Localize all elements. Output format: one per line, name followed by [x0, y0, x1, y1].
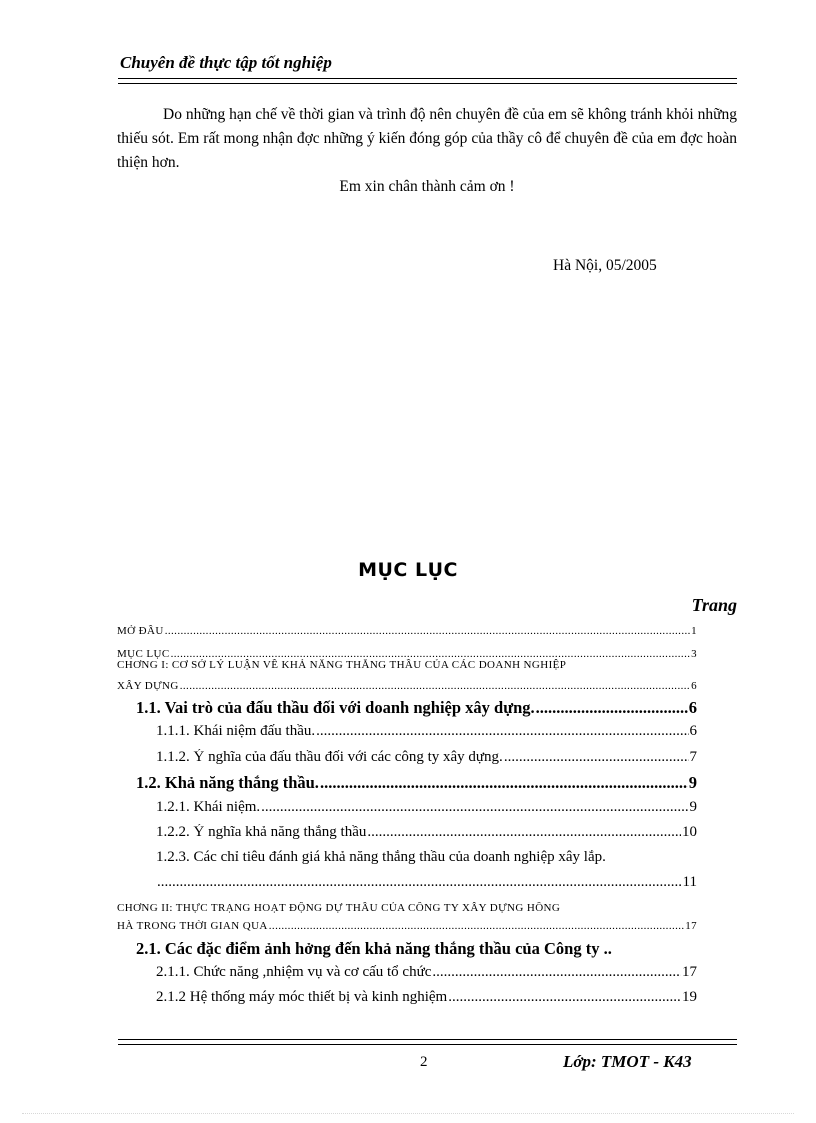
header-rule — [118, 78, 737, 84]
toc-leader — [504, 749, 689, 766]
closing-paragraph — [117, 103, 737, 199]
toc-entry-page: 11 — [682, 874, 697, 890]
toc-entry-page: 1 — [691, 625, 697, 637]
toc-title: MỤC LỤC — [358, 559, 458, 581]
toc-entry-label: 1.2.2. Ý nghĩa khả năng thắng thầu — [156, 824, 367, 840]
toc-leader — [367, 824, 681, 841]
toc-leader — [165, 625, 690, 637]
toc-entry-label: 2.1.2 Hệ thống máy móc thiết bị và kinh nghiệm — [156, 989, 448, 1005]
toc-leader — [157, 874, 682, 891]
toc-entry — [156, 964, 697, 981]
toc-entry-label: 2.1. Các đặc điểm ảnh hởng đến khả năng thắng thầu của Công ty .. — [136, 939, 612, 958]
toc-entry-page: 17 — [682, 964, 697, 980]
toc-entry-label: 2.1.1. Chức năng ,nhiệm vụ và cơ cấu tổ chức — [156, 964, 432, 980]
toc-entry-label: XÂY DỰNG — [117, 680, 179, 692]
toc-entry-page: 7 — [689, 749, 697, 765]
toc-leader — [432, 964, 681, 981]
page-edge-dots — [22, 1113, 794, 1114]
toc-entry-label: 1.2. Khả năng thắng thầu. — [136, 773, 319, 792]
toc-entry — [117, 680, 697, 692]
toc-entry — [156, 874, 697, 891]
toc-entry — [136, 773, 697, 793]
toc-entry-label: MỤC LỤC — [117, 648, 170, 660]
toc-entry-chapter-line1: CHƠNG I: CƠ SỞ LÝ LUẬN VỀ KHẢ NĂNG THẮNG THẦU CỦA CÁC DOANH NGHIỆP — [117, 659, 567, 671]
closing-text: Do những hạn chế về thời gian và trình độ nên chuyên đề của em sẽ không tránh khỏi những thiếu sót. Em rất mong nhận đợc những ý kiến đóng góp của thầy cô để chuyên đề của em đợc hoàn thiện hơn. — [117, 106, 737, 171]
toc-entry-label: 1.1. Vai trò của đấu thầu đối với doanh nghiệp xây dựng. — [136, 698, 535, 717]
toc-leader — [448, 989, 681, 1006]
toc-entry-page: 17 — [685, 920, 697, 932]
toc-entry-page: 9 — [688, 773, 697, 792]
toc-entry — [156, 989, 697, 1006]
toc-leader — [261, 799, 688, 816]
toc-entry-page: 6 — [688, 698, 697, 717]
place-date: Hà Nội, 05/2005 — [553, 257, 657, 274]
toc-entry-label: HÀ TRONG THỜI GIAN QUA — [117, 920, 268, 932]
toc-leader — [180, 680, 690, 692]
toc-entry-long-label: 1.2.3. Các chỉ tiêu đánh giá khả năng thắng thầu của doanh nghiệp xây lắp. — [156, 849, 606, 865]
toc-leader — [320, 773, 688, 793]
toc-entry-page: 6 — [689, 723, 697, 739]
toc-entry — [156, 799, 697, 816]
class-label: Lớp: TMOT - K43 — [563, 1052, 692, 1071]
thanks-line: Em xin chân thành cảm ơn ! — [339, 178, 515, 195]
toc-page-column-label: Trang — [691, 595, 737, 615]
toc-entry-chapter-line1: CHƠNG II: THỰC TRẠNG HOẠT ĐỘNG DỰ THẦU CỦA CÔNG TY XÂY DỰNG HỒNG — [117, 902, 561, 914]
toc-leader — [269, 920, 684, 932]
toc-entry-page: 19 — [682, 989, 697, 1005]
toc-entry-page: 9 — [689, 799, 697, 815]
toc-entry-page: 6 — [691, 680, 697, 692]
toc-entry — [117, 920, 697, 932]
page-number: 2 — [420, 1054, 428, 1070]
toc-entry-label: 1.2.1. Khái niệm. — [156, 799, 261, 815]
toc-entry-page: 3 — [691, 648, 697, 660]
running-header-title: Chuyên đề thực tập tốt nghiệp — [120, 53, 332, 72]
toc-entry-label: MỞ ĐẦU — [117, 625, 164, 637]
toc-entry — [156, 723, 697, 740]
toc-entry — [117, 625, 697, 637]
toc-leader — [536, 698, 688, 718]
toc-entry-label: 1.1.2. Ý nghĩa của đấu thầu đối với các công ty xây dựng. — [156, 749, 503, 765]
footer-rule — [118, 1039, 737, 1045]
toc-entry-page: 10 — [682, 824, 697, 840]
toc-entry — [156, 749, 697, 766]
toc-entry — [156, 824, 697, 841]
toc-entry-label: 1.1.1. Khái niệm đấu thầu. — [156, 723, 316, 739]
toc-entry — [136, 698, 697, 718]
toc-leader — [316, 723, 688, 740]
